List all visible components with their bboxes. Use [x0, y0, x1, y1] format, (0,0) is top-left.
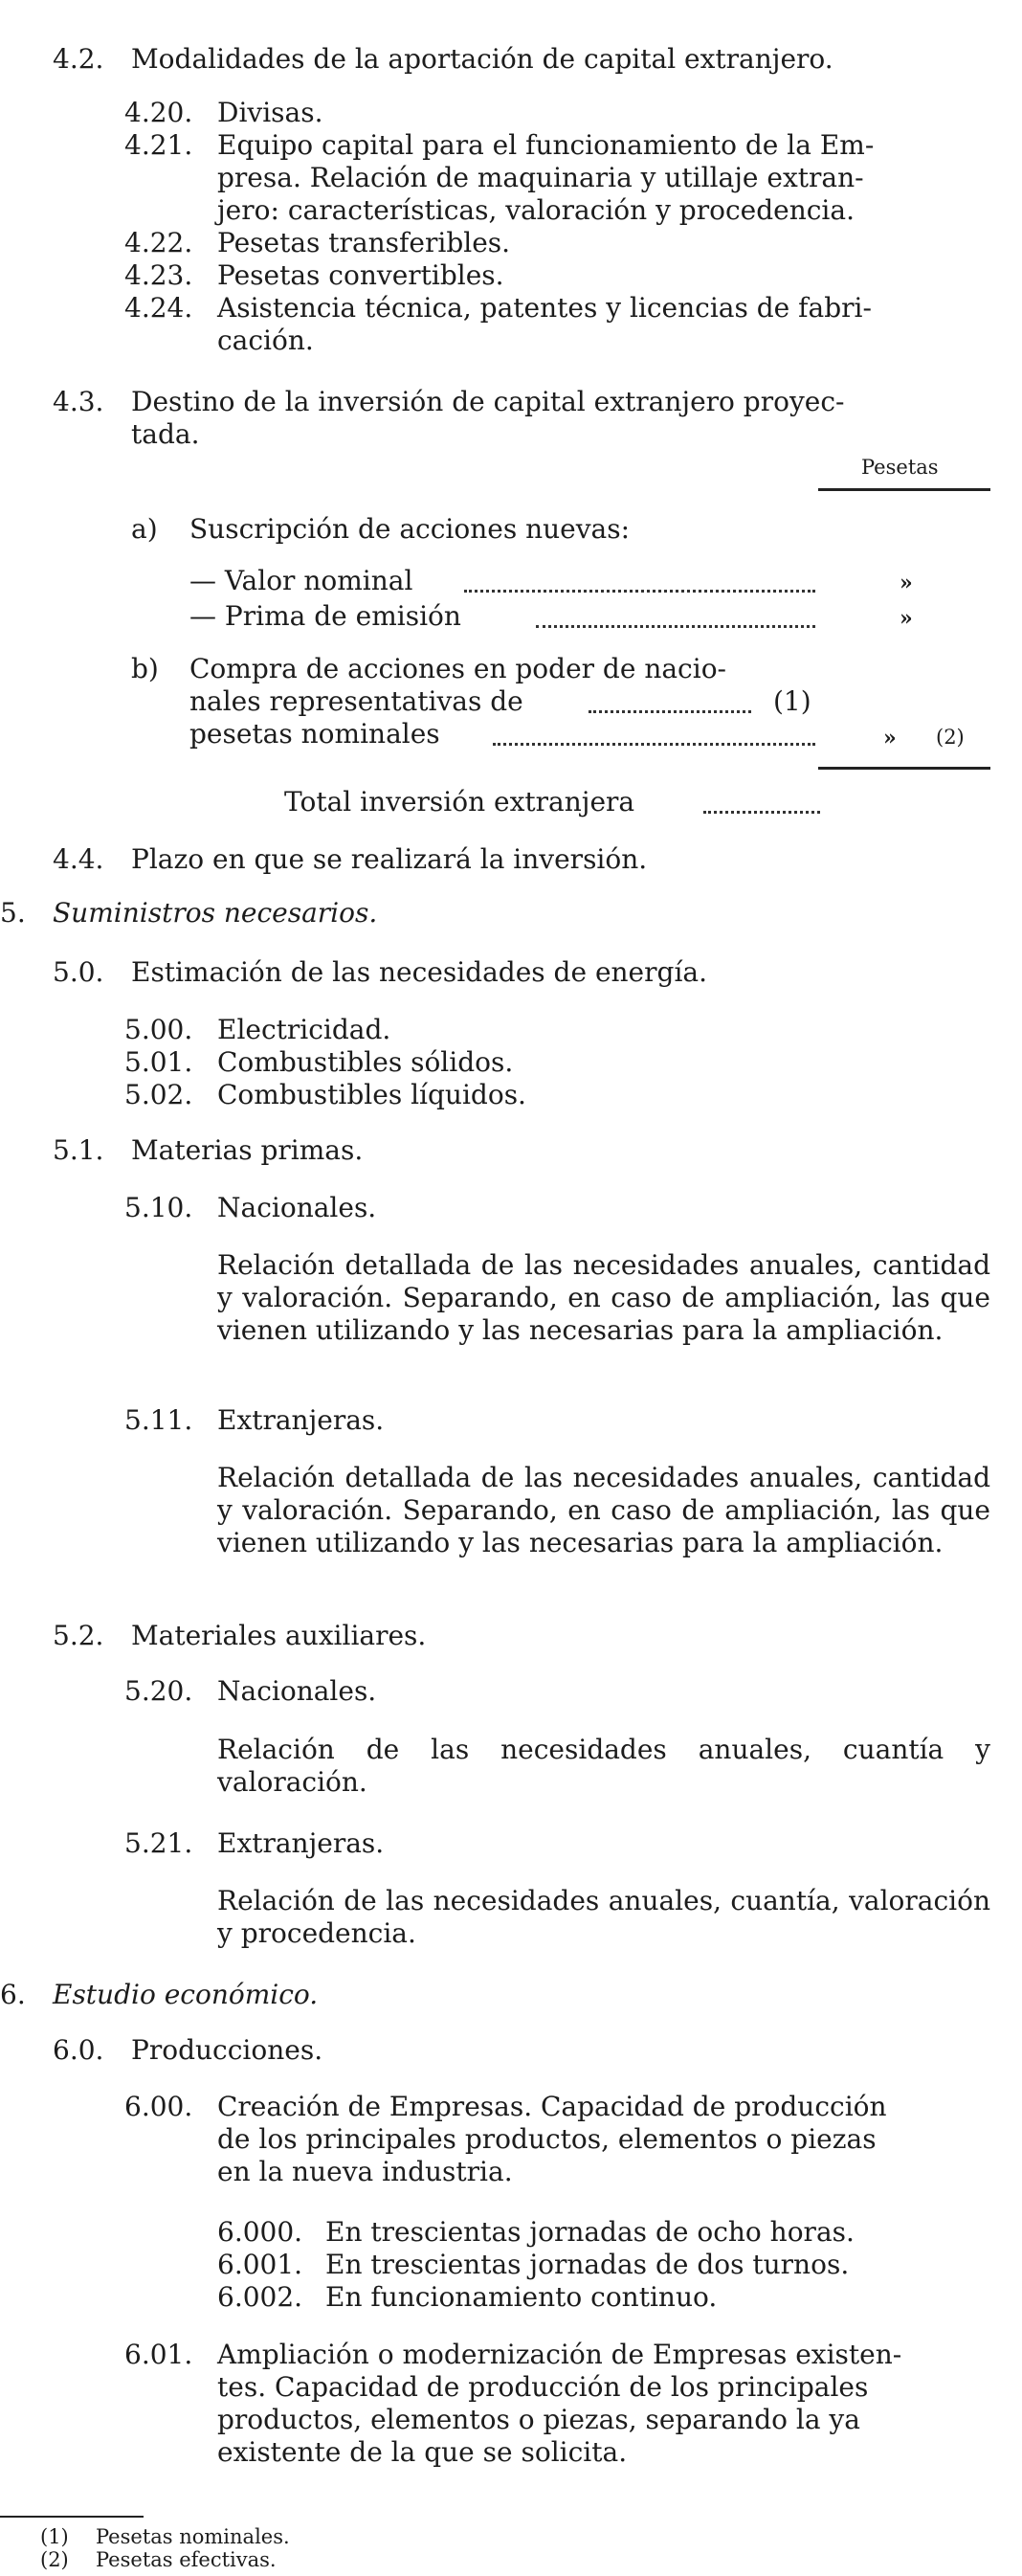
item-number: 4.20.: [124, 97, 193, 128]
chapter-number: 5.: [0, 897, 26, 929]
item-number: 5.11.: [124, 1404, 193, 1436]
footnote-ref: (1): [773, 685, 811, 717]
item-number: 6.001.: [217, 2249, 303, 2280]
section-heading: Materiales auxiliares.: [131, 1620, 427, 1651]
item-paragraph: Relación detallada de las necesidades anuales, cantidad y valoración. Separando, en caso de ampliación, las que vienen utilizando y las necesarias para la ampliación.: [217, 1249, 990, 1346]
item-number: 5.00.: [124, 1014, 193, 1045]
item-text: jero: características, valoración y procedencia.: [217, 194, 855, 226]
item-number: 4.23.: [124, 259, 193, 291]
item-text: Creación de Empresas. Capacidad de producción: [217, 2091, 887, 2122]
item-text: En trescientas jornadas de ocho horas.: [325, 2216, 855, 2248]
section-heading: Materias primas.: [131, 1134, 364, 1166]
sub-item-text: — Prima de emisión: [189, 600, 461, 632]
item-text: Ampliación o modernización de Empresas existen-: [217, 2339, 902, 2370]
section-number: 4.2.: [53, 43, 104, 75]
section-number: 4.4.: [53, 843, 104, 875]
item-number: 6.00.: [124, 2091, 193, 2122]
item-text: Compra de acciones en poder de nacio-: [189, 653, 727, 684]
item-text: Combustibles sólidos.: [217, 1046, 514, 1078]
item-number: 4.21.: [124, 129, 193, 161]
item-number: 5.20.: [124, 1675, 193, 1707]
section-number: 4.3.: [53, 386, 104, 417]
total-label: Total inversión extranjera: [284, 786, 635, 818]
item-text: Equipo capital para el funcionamiento de la Em-: [217, 129, 875, 161]
item-number: 4.22.: [124, 227, 193, 258]
section-number: 6.0.: [53, 2034, 104, 2066]
item-text: Pesetas convertibles.: [217, 259, 504, 291]
footnote-mark: (2): [40, 2548, 69, 2571]
item-text: Nacionales.: [217, 1675, 377, 1707]
item-number: 5.02.: [124, 1079, 193, 1110]
leader-dots: [703, 811, 820, 814]
item-text: Pesetas transferibles.: [217, 227, 511, 258]
section-heading: tada.: [131, 418, 200, 450]
section-number: 5.0.: [53, 956, 104, 988]
item-text: Divisas.: [217, 97, 323, 128]
item-text: Extranjeras.: [217, 1404, 385, 1436]
item-text: productos, elementos o piezas, separando la ya: [217, 2404, 860, 2435]
section-heading: Plazo en que se realizará la inversión.: [131, 843, 648, 875]
footnote-text: Pesetas efectivas.: [96, 2548, 277, 2571]
item-text: existente de la que se solicita.: [217, 2436, 628, 2468]
item-label: b): [131, 653, 159, 684]
item-text: tes. Capacidad de producción de los principales: [217, 2371, 869, 2403]
chapter-heading: Suministros necesarios.: [53, 897, 378, 929]
item-text: Combustibles líquidos.: [217, 1079, 526, 1110]
item-paragraph: Relación detallada de las necesidades anuales, cantidad y valoración. Separando, en caso de ampliación, las que vienen utilizando y las necesarias para la ampliación.: [217, 1462, 990, 1558]
chapter-number: 6.: [0, 1979, 26, 2010]
item-label: a): [131, 513, 158, 545]
item-number: 5.21.: [124, 1827, 193, 1859]
item-number: 5.01.: [124, 1046, 193, 1078]
leader-dots: [464, 590, 815, 593]
item-number: 4.24.: [124, 292, 193, 324]
sub-item-text: — Valor nominal: [189, 565, 413, 596]
chapter-heading: Estudio económico.: [53, 1979, 319, 2010]
item-text: Electricidad.: [217, 1014, 391, 1045]
leader-dots: [536, 625, 815, 628]
item-text: En funcionamiento continuo.: [325, 2281, 718, 2313]
item-text: Suscripción de acciones nuevas:: [189, 513, 631, 545]
section-number: 5.2.: [53, 1620, 104, 1651]
item-text: Extranjeras.: [217, 1827, 385, 1859]
ditto-mark: »: [900, 606, 913, 631]
item-text: en la nueva industria.: [217, 2156, 513, 2187]
item-text: presa. Relación de maquinaria y utillaje extran-: [217, 162, 864, 193]
item-text: nales representativas de: [189, 685, 523, 717]
footnote-mark: (1): [40, 2525, 69, 2548]
column-rule: [818, 767, 990, 770]
column-rule: [818, 488, 990, 491]
footnote-rule: [0, 2516, 144, 2518]
leader-dots: [589, 710, 751, 713]
item-text: cación.: [217, 325, 314, 356]
section-number: 5.1.: [53, 1134, 104, 1166]
item-text: En trescientas jornadas de dos turnos.: [325, 2249, 850, 2280]
item-text: Asistencia técnica, patentes y licencias de fabri-: [217, 292, 872, 324]
column-header-pesetas: Pesetas: [861, 456, 939, 479]
section-heading: Modalidades de la aportación de capital extranjero.: [131, 43, 833, 75]
item-number: 6.002.: [217, 2281, 303, 2313]
item-text: pesetas nominales: [189, 718, 440, 750]
item-number: 6.000.: [217, 2216, 303, 2248]
footnote-ref: (2): [936, 726, 965, 749]
item-text: Nacionales.: [217, 1192, 377, 1223]
section-heading: Estimación de las necesidades de energía.: [131, 956, 707, 988]
item-text: de los principales productos, elementos o piezas: [217, 2123, 877, 2155]
section-heading: Destino de la inversión de capital extranjero proyec-: [131, 386, 845, 417]
item-number: 5.10.: [124, 1192, 193, 1223]
ditto-mark: »: [900, 571, 913, 595]
footnote-text: Pesetas nominales.: [96, 2525, 290, 2548]
item-number: 6.01.: [124, 2339, 193, 2370]
item-paragraph: Relación de las necesidades anuales, cuantía, valoración y procedencia.: [217, 1885, 990, 1949]
item-paragraph: Relación de las necesidades anuales, cuantía y valoración.: [217, 1734, 990, 1798]
section-heading: Producciones.: [131, 2034, 323, 2066]
ditto-mark: »: [883, 726, 897, 750]
leader-dots: [493, 743, 815, 746]
